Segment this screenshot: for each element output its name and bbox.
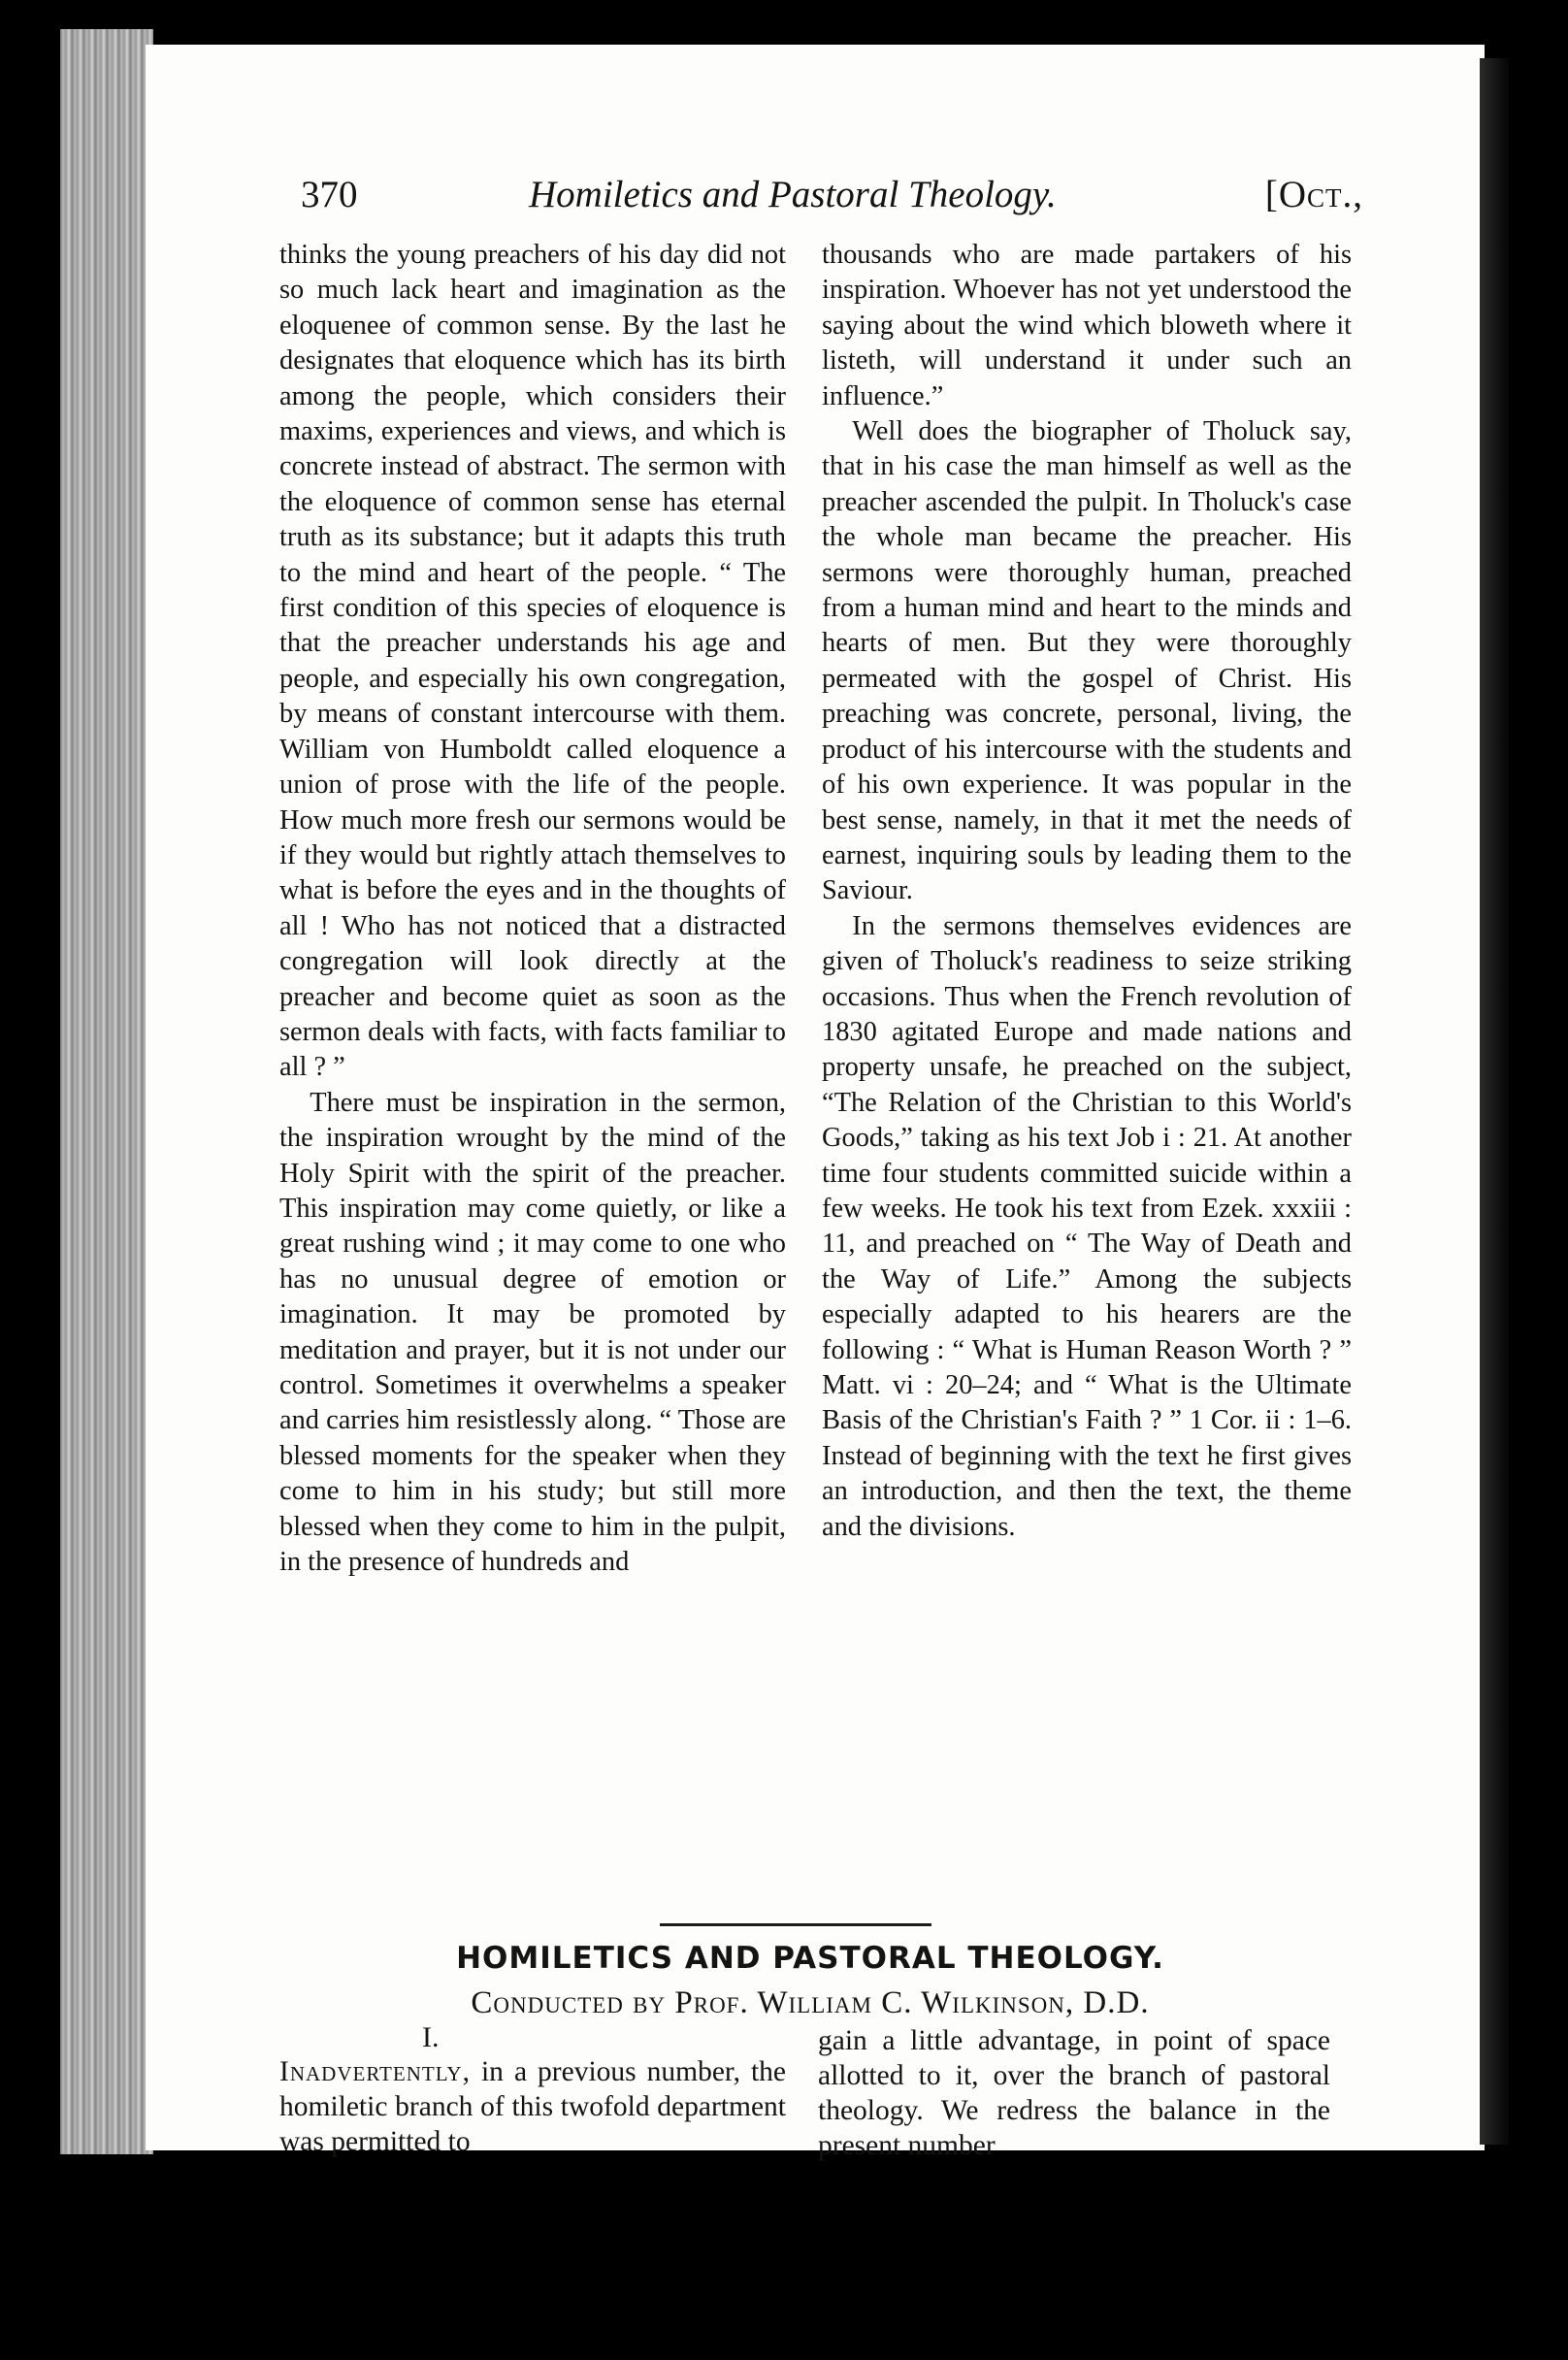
running-date: [Oct.,	[1264, 174, 1363, 215]
left-column	[279, 238, 786, 1580]
section-number: I.	[422, 2021, 440, 2053]
running-head	[301, 167, 1363, 225]
section-byline: Conducted by Prof. William C. Wilkinson, D.D.	[471, 1985, 1150, 2020]
paragraph: thinks the young preachers of his day did not so much lack heart and imagination as the eloquenee of common sense. By the last he designates that eloquence which has its birth among the people, which considers their maxims, experiences and views, and which is concrete instead of abstract. The sermon with the eloquence of common sense has eternal truth as its substance; but it adapts this truth to the mind and heart of the people. “ The first condition of this species of eloquence is that the preacher understands his age and people, and especially his own congregation, by means of constant intercourse with them. William von Humboldt called eloquence a union of prose with the life of the people. How much more fresh our sermons would be if they would but rightly attach themselves to what is before the eyes and in the thoughts of all ! Who has not noticed that a distracted congregation will look directly at the preacher and become quiet as soon as the sermon deals with facts, with facts familiar to all ? ”	[279, 240, 786, 1083]
right-column	[822, 238, 1352, 1545]
section-left-column	[279, 2054, 786, 2159]
paragraph: In the sermons themselves evidences are given of Tholuck's readiness to seize striking occasions. Thus when the French revolution of 1830 agitated Europe and made nations and property unsafe, he preached on the subject, “The Relation of the Christian to this World's Goods,” taking as his text Job i : 21. At another time four students committed suicide within a few weeks. He took his text from Ezek. xxxiii : 11, and preached on “ The Way of Death and the Way of Life.” Among the subjects especially adapted to his hearers are the following : “ What is Human Reason Worth ? ” Matt. vi : 20–24; and “ What is the Ultimate Basis of the Christian's Faith ? ” 1 Cor. ii : 1–6. Instead of beginning with the text he first gives an introduction, and then the text, the theme and the divisions.	[822, 910, 1352, 1542]
book-spine-shadow	[1480, 58, 1509, 2145]
paragraph: thousands who are made partakers of his inspiration. Whoever has not yet understood the saying about the wind which bloweth where it listeth, will understand it under such an influence.”	[822, 240, 1352, 411]
section-right-column	[818, 2023, 1330, 2163]
paragraph: gain a little advantage, in point of space allotted to it, over the branch of pastoral theology. We redress the balance in the present number	[818, 2025, 1330, 2161]
lead-word: Inadvertently,	[279, 2056, 471, 2087]
page-number: 370	[301, 174, 358, 215]
book-page-edges	[60, 29, 153, 2154]
paragraph: in a previous number, the homiletic branch of this twofold department was permitted to	[279, 2056, 786, 2157]
section-divider	[660, 1923, 931, 1926]
paragraph: There must be inspiration in the sermon, the inspiration wrought by the mind of the Holy Spirit with the spirit of the preacher. This inspiration may come quietly, or like a great rushing wind ; it may come to one who has no unusual degree of emotion or imagination. It may be promoted by meditation and prayer, but it is not under our control. Sometimes it overwhelms a speaker and carries him resistlessly along. “ Those are blessed moments for the speaker when they come to him in his study; but still more blessed when they come to him in the pulpit, in the presence of hundreds and	[279, 1087, 786, 1578]
paragraph: Well does the biographer of Tholuck say, that in his case the man himself as well as the preacher ascended the pulpit. In Tholuck's case the whole man became the preacher. His sermons were thoroughly human, preached from a human mind and heart to the minds and hearts of men. But they were thoroughly permeated with the gospel of Christ. His preaching was concrete, personal, living, the product of his intercourse with the students and of his own experience. It was popular in the best sense, namely, in that it met the needs of earnest, inquiring souls by leading them to the Saviour.	[822, 416, 1352, 906]
section-title: HOMILETICS AND PASTORAL THEOLOGY.	[456, 1941, 1164, 1976]
running-title: Homiletics and Pastoral Theology.	[529, 174, 1057, 215]
